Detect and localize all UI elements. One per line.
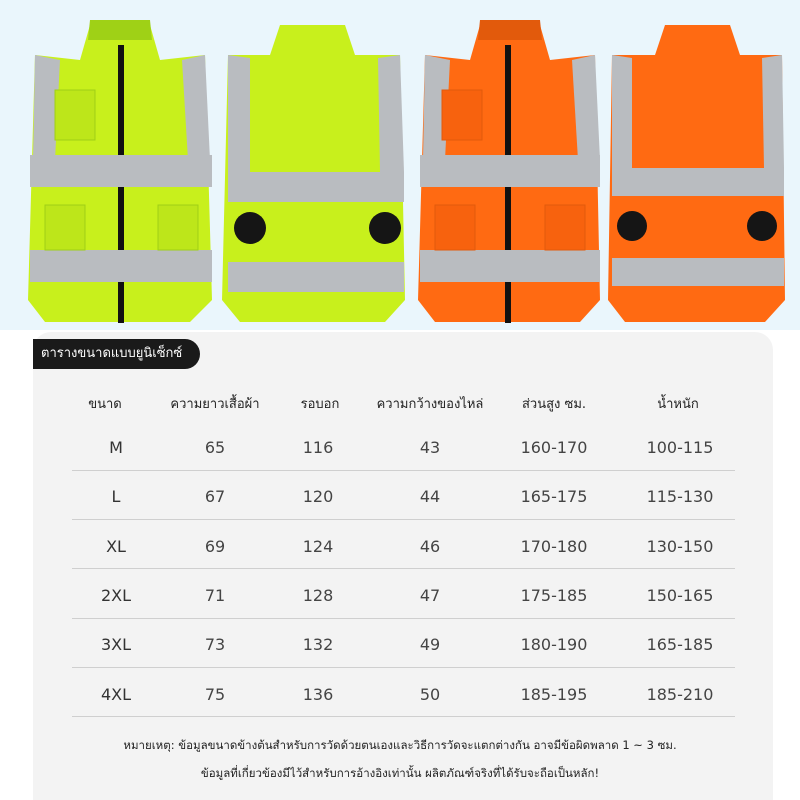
cell-shoulder: 46: [419, 537, 441, 556]
yellow-vest-front: [28, 20, 212, 323]
cell-chest: 116: [302, 438, 334, 457]
cell-size: 2XL: [100, 586, 132, 605]
cell-size: 4XL: [100, 685, 132, 704]
cell-size: XL: [106, 537, 126, 556]
cell-length: 73: [204, 635, 226, 654]
row-divider: [72, 470, 735, 471]
cell-height: 175-185: [520, 586, 588, 605]
cell-size: L: [111, 487, 121, 506]
header-length: ความยาวเสื้อผ้า: [170, 397, 260, 412]
cell-height: 165-175: [520, 487, 588, 506]
cell-chest: 120: [302, 487, 334, 506]
cell-weight: 100-115: [646, 438, 714, 457]
product-photo: [0, 0, 800, 330]
row-divider: [72, 667, 735, 668]
cell-length: 69: [204, 537, 226, 556]
cell-weight: 130-150: [646, 537, 714, 556]
cell-chest: 132: [302, 635, 334, 654]
cell-chest: 128: [302, 586, 334, 605]
header-weight: น้ำหนัก: [657, 397, 699, 412]
cell-height: 160-170: [520, 438, 588, 457]
yellow-vest-back: [222, 25, 405, 322]
cell-shoulder: 50: [419, 685, 441, 704]
orange-vest-front: [418, 20, 600, 323]
cell-size: M: [109, 438, 123, 457]
cell-height: 180-190: [520, 635, 588, 654]
row-divider: [72, 618, 735, 619]
cell-length: 71: [204, 586, 226, 605]
row-divider: [72, 568, 735, 569]
note-line-2: ข้อมูลที่เกี่ยวข้องมีไว้สำหรับการอ้างอิงเท่านั้น ผลิตภัณฑ์จริงที่ได้รับจะถือเป็นหลัก!: [200, 766, 600, 780]
cell-weight: 115-130: [646, 487, 714, 506]
cell-weight: 185-210: [646, 685, 714, 704]
cell-shoulder: 44: [419, 487, 441, 506]
cell-size: 3XL: [100, 635, 132, 654]
vests-illustration: [0, 0, 800, 330]
cell-chest: 124: [302, 537, 334, 556]
header-size: ขนาด: [88, 397, 122, 412]
row-divider: [72, 716, 735, 717]
cell-shoulder: 49: [419, 635, 441, 654]
cell-shoulder: 43: [419, 438, 441, 457]
row-divider: [72, 519, 735, 520]
header-chest: รอบอก: [300, 397, 340, 412]
cell-weight: 150-165: [646, 586, 714, 605]
cell-chest: 136: [302, 685, 334, 704]
header-shoulder: ความกว้างของไหล่: [376, 397, 484, 412]
size-chart-title: ตารางขนาดแบบยูนิเซ็กซ์: [33, 339, 200, 369]
cell-weight: 165-185: [646, 635, 714, 654]
cell-length: 75: [204, 685, 226, 704]
note-line-1: หมายเหตุ: ข้อมูลขนาดข้างต้นสำหรับการวัดด้วยตนเองและวิธีการวัดจะแตกต่างกัน อาจมีข้อผิดพลาด 1 ~ 3 ซม.: [123, 738, 677, 752]
cell-length: 67: [204, 487, 226, 506]
cell-length: 65: [204, 438, 226, 457]
orange-vest-back: [608, 25, 785, 322]
cell-height: 185-195: [520, 685, 588, 704]
cell-height: 170-180: [520, 537, 588, 556]
header-height: ส่วนสูง ซม.: [521, 397, 587, 412]
cell-shoulder: 47: [419, 586, 441, 605]
